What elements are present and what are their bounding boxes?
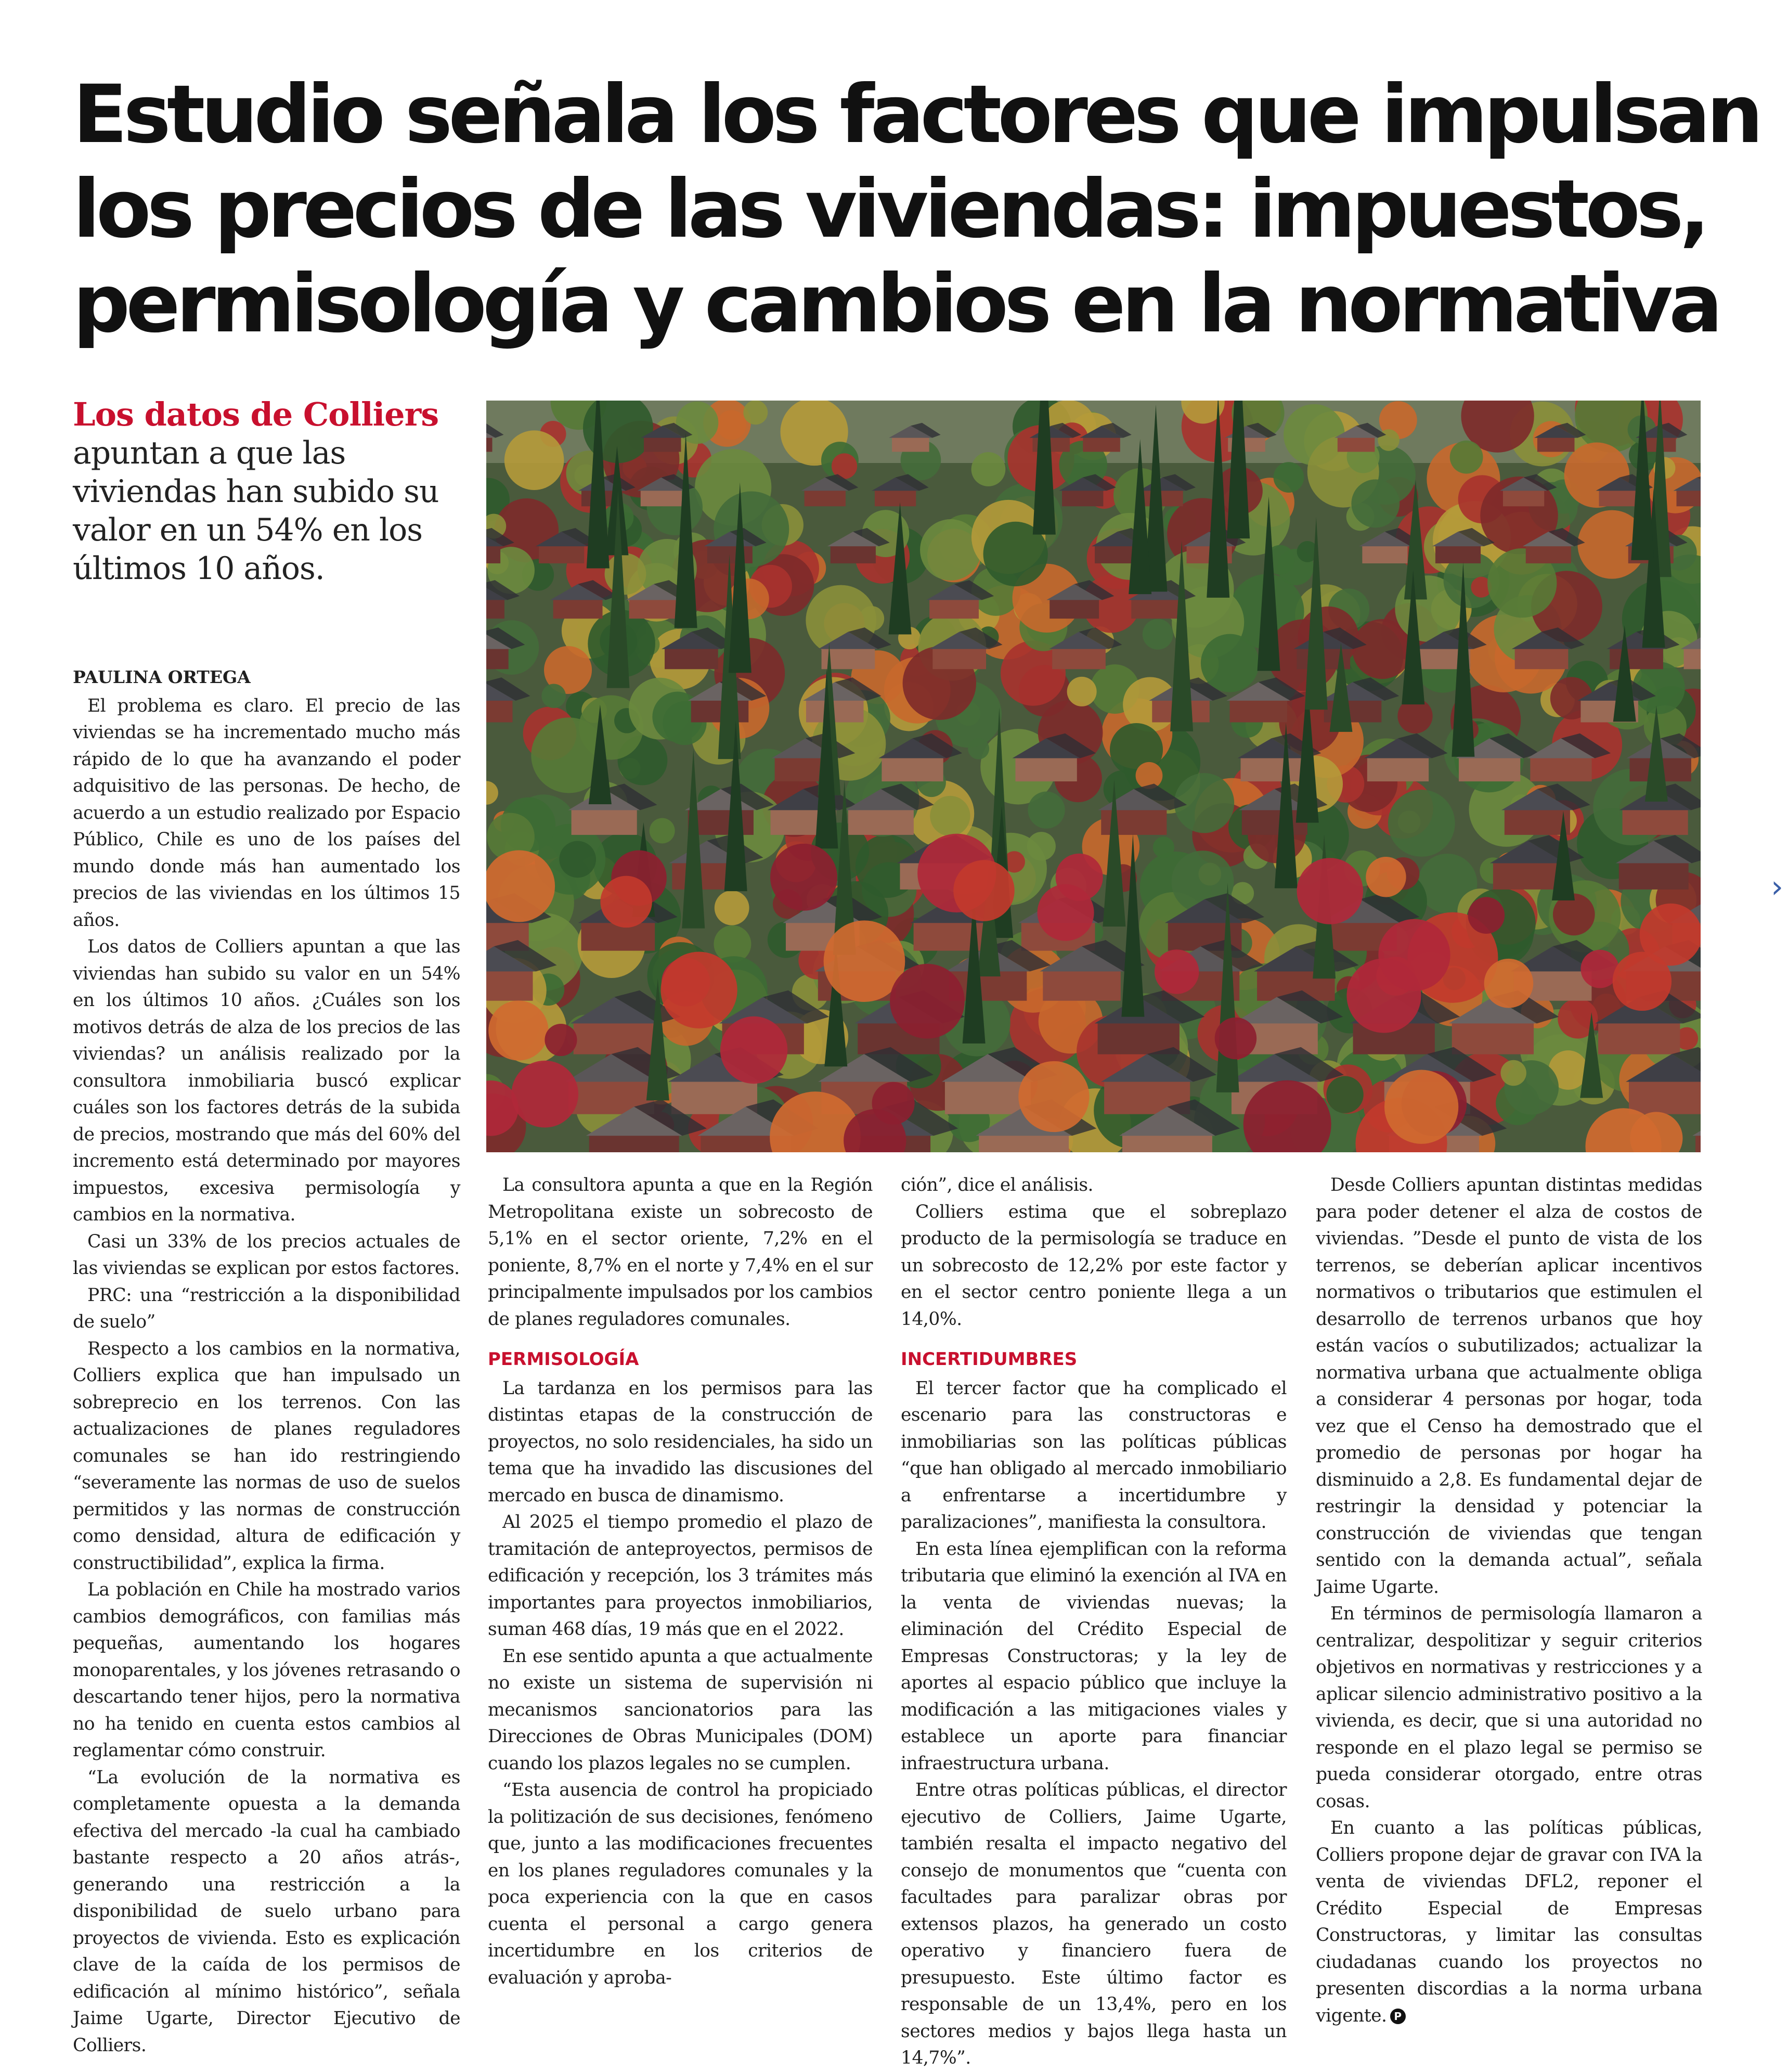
next-page-arrow-icon[interactable]: › <box>1771 869 1783 905</box>
headline-line-3: permisología y cambios en la normativa <box>73 258 1719 351</box>
paragraph: Respecto a los cambios en la normativa, Colliers explica que han impulsado un sobreprecio en los terrenos. Con las actualizaciones de planes reguladores comunales se han ido restringiendo “severamente las normas de uso de suelos permitidos y las normas de construcción como densidad, altura de edificación y constructibilidad”, explica la firma. <box>73 1338 460 1574</box>
article-photo <box>486 401 1701 1152</box>
headline <box>73 68 1759 352</box>
column-3 <box>901 1172 1287 2072</box>
lead-kicker: Los datos de Colliers <box>73 395 439 433</box>
paragraph: “La evolución de la normativa es completamente opuesta a la demanda efectiva del mercado -la cual ha cambiado bastante respecto a 20 años atrás-, generando una restricción a la disponibilidad de suelo urbano para proyectos de vivienda. Esto es explicación clave de la caída de los permisos de edificación al mínimo histórico”, señala Jaime Ugarte, Director Ejecutivo de Colliers. <box>73 1767 460 2056</box>
paragraph: Desde Colliers apuntan distintas medidas para poder detener el alza de costos de viviendas. ”Desde el punto de vista de los terrenos, se deberían aplicar incentivos normativos o tributarios que estimulen el desarrollo de terrenos urbanos que hoy están vacíos o subutilizados; actualizar la normativa urbana que actualmente obliga a considerar 4 personas por hogar, toda vez que el Censo ha demostrado que el promedio de personas por hogar ha disminuido a 2,8. Es fundamental dejar de restringir la densidad y potenciar la construcción de viviendas que tengan sentido con la demanda actual”, señala Jaime Ugarte. <box>1316 1175 1702 1598</box>
paragraph: La consultora apunta a que en la Región Metropolitana existe un sobrecosto de 5,1% en el sector oriente, 7,2% en el poniente, 8,7% en el norte y 7,4% en el sur principalmente impulsados por los cambios de planes reguladores comunales. <box>488 1175 873 1330</box>
paragraph: El tercer factor que ha complicado el escenario para las constructoras e inmobiliarias son las políticas públicas “que han obligado al mercado inmobiliario a enfrentarse a incertidumbre y paralizaciones”, manifiesta la consultora. <box>901 1378 1287 1533</box>
paragraph: Entre otras políticas públicas, el director ejecutivo de Colliers, Jaime Ugarte, también resalta el impacto negativo del consejo de monumentos que “cuenta con facultades para paralizar obras por extensos plazos, ha generado un costo operativo y financiero fuera de presupuesto. Este último factor es responsable de un 13,4%, pero en los sectores medios y bajos llega hasta un 14,7%”. <box>901 1780 1287 2068</box>
paragraph: En esta línea ejemplifican con la reforma tributaria que eliminó la exención al IVA en la venta de viviendas nuevas; la eliminación del Crédito Especial de Empresas Constructoras; y la ley de aportes al espacio público que incluye la modificación a las mitigaciones viales y establece un aporte para financiar infraestructura urbana. <box>901 1538 1287 1774</box>
paragraph: La tardanza en los permisos para las distintas etapas de la construcción de proyectos, no solo residenciales, ha sido un tema que ha invadido las discusiones del mercado en busca de dinamismo. <box>488 1378 873 1506</box>
paragraph-text: En cuanto a las políticas públicas, Colliers propone dejar de gravar con IVA la venta de viviendas DFL2, reponer el Crédito Especial de Empresas Constructoras, y limitar las consultas ciudadanas cuando los proyectos no presenten discordias a la norma urbana vigente. <box>1316 1818 1702 2026</box>
paragraph: La población en Chile ha mostrado varios cambios demográficos, con familias más pequeñas, aumentando los hogares monoparentales, y los jóvenes retrasando o descartando tener hijos, pero la normativa no ha tenido en cuenta estos cambios al reglamentar cómo construir. <box>73 1579 460 1761</box>
aerial-houses-photo-icon <box>486 401 1701 1152</box>
subhead-incertidumbres: INCERTIDUMBRES <box>901 1349 1078 1370</box>
paragraph: El problema es claro. El precio de las viviendas se ha incrementado mucho más rápido de lo que ha avanzando el poder adquisitivo de las personas. De hecho, de acuerdo a un estudio realizado por Espacio Público, Chile es uno de los países del mundo donde más han aumentado los precios de las viviendas en los últimos 15 años. <box>73 695 460 931</box>
paragraph: Los datos de Colliers apuntan a que las viviendas han subido su valor en un 54% en los últimos 10 años. ¿Cuáles son los motivos detrás de alza de los precios de las viviendas? un análisis realizado por la consultora inmobiliaria buscó explicar cuáles son los factores detrás de la subida de precios, mostrando que más del 60% del incremento está determinado por mayores impuestos, excesiva permisología y cambios en la normativa. <box>73 936 460 1225</box>
end-of-article-icon: P <box>1390 2009 1406 2024</box>
paragraph: En términos de permisología llamaron a centralizar, despolitizar y seguir criterios objetivos en normativas y restricciones y a aplicar silencio administrativo positivo a la vivienda, es decir, que si una autoridad no responde en el plazo legal se permiso se pueda considerar otorgado, entre otras cosas. <box>1316 1603 1702 1812</box>
paragraph: ción”, dice el análisis. <box>901 1175 1093 1195</box>
paragraph: En ese sentido apunta a que actualmente no existe un sistema de supervisión ni mecanismos sancionatorios para las Direcciones de Obras Municipales (DOM) cuando los plazos legales no se cumplen. <box>488 1645 873 1774</box>
lead-text: apuntan a que las viviendas han subido su valor en un 54% en los últimos 10 años. <box>73 435 439 587</box>
paragraph: PRC: una “restricción a la disponibilidad de suelo” <box>73 1284 460 1332</box>
headline-line-2: los precios de las viviendas: impuestos, <box>73 163 1706 256</box>
headline-line-1: Estudio señala los factores que impulsan <box>73 68 1759 161</box>
paragraph: Colliers estima que el sobreplazo producto de la permisología se traduce en un sobrecosto de 12,2% por este factor y en el sector centro poniente llega a un 14,0%. <box>901 1201 1287 1330</box>
paragraph: Al 2025 el tiempo promedio el plazo de tramitación de anteproyectos, permisos de edificación y recepción, los 3 trámites más importantes para proyectos inmobiliarios, suman 468 días, 19 más que en el 2022. <box>488 1512 873 1640</box>
byline: PAULINA ORTEGA <box>73 667 251 687</box>
subhead-permisologia: PERMISOLOGÍA <box>488 1349 639 1370</box>
paragraph: Casi un 33% de los precios actuales de las viviendas se explican por estos factores. <box>73 1231 460 1279</box>
paragraph: “Esta ausencia de control ha propiciado la politización de sus decisiones, fenómeno que, junto a las modificaciones frecuentes en los planes reguladores comunales y la poca experiencia con la que en casos cuenta el personal a cargo genera incertidumbre en los criterios de evaluación y aproba- <box>488 1780 873 1988</box>
column-2 <box>488 1172 873 1991</box>
column-4 <box>1316 1172 1702 2029</box>
column-1 <box>73 664 460 2059</box>
paragraph <box>1316 1815 1702 2029</box>
